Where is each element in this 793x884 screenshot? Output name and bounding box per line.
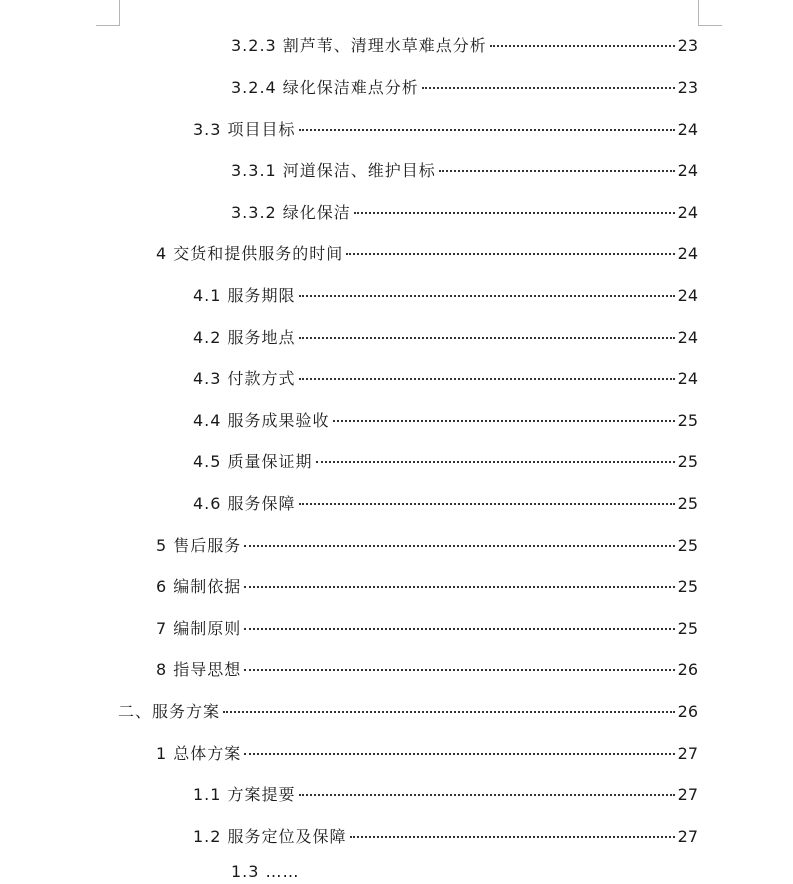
toc-dot-leader bbox=[490, 45, 675, 47]
toc-dot-leader bbox=[244, 753, 674, 755]
toc-entry-7[interactable] bbox=[156, 617, 698, 641]
toc-page-number: 25 bbox=[677, 619, 698, 638]
toc-entry-4-5[interactable] bbox=[193, 450, 698, 474]
toc-page-number: 24 bbox=[677, 120, 698, 139]
toc-entry-label: 3.2.3 割芦苇、清理水草难点分析 bbox=[231, 36, 487, 55]
toc-page-number: 24 bbox=[677, 161, 698, 180]
toc-dot-leader bbox=[346, 253, 674, 255]
toc-entry-3-3-2[interactable] bbox=[231, 201, 698, 225]
toc-entry-1-2[interactable] bbox=[193, 825, 698, 849]
toc-dot-leader bbox=[354, 212, 675, 214]
toc-dot-leader bbox=[244, 628, 674, 630]
toc-entry-3-2-4[interactable] bbox=[231, 76, 698, 100]
toc-entry-part-2[interactable] bbox=[118, 700, 698, 724]
toc-entry-4-6[interactable] bbox=[193, 492, 698, 516]
toc-entry-label: 8 指导思想 bbox=[156, 660, 242, 679]
toc-page-number: 25 bbox=[677, 411, 698, 430]
toc-page-number: 27 bbox=[677, 785, 698, 804]
toc-entry-label: 3.3 项目目标 bbox=[193, 120, 296, 139]
toc-entry-label: 7 编制原则 bbox=[156, 619, 242, 638]
toc-entry-label: 4.1 服务期限 bbox=[193, 286, 296, 305]
toc-entry-1[interactable] bbox=[156, 742, 698, 766]
toc-entry-4-3[interactable] bbox=[193, 367, 698, 391]
toc-page-number: 25 bbox=[677, 536, 698, 555]
toc-entry-label: 1 总体方案 bbox=[156, 744, 242, 763]
toc-dot-leader bbox=[439, 170, 675, 172]
toc-page-number: 25 bbox=[677, 494, 698, 513]
toc-page-number: 27 bbox=[677, 827, 698, 846]
toc-entry-3-2-3[interactable] bbox=[231, 34, 698, 58]
toc-page-number: 25 bbox=[677, 452, 698, 471]
toc-entry-1-1[interactable] bbox=[193, 783, 698, 807]
toc-dot-leader bbox=[244, 545, 674, 547]
toc-entry-label: 4.5 质量保证期 bbox=[193, 452, 313, 471]
toc-entry-label: 1.1 方案提要 bbox=[193, 785, 296, 804]
toc-dot-leader bbox=[299, 794, 675, 796]
toc-entry-6[interactable] bbox=[156, 575, 698, 599]
toc-entry-4-1[interactable] bbox=[193, 284, 698, 308]
toc-entry-3-3[interactable] bbox=[193, 118, 698, 142]
toc-entry-label: 6 编制依据 bbox=[156, 577, 242, 596]
toc-entry-label: 1.2 服务定位及保障 bbox=[193, 827, 347, 846]
toc-entry-label: 4.2 服务地点 bbox=[193, 328, 296, 347]
toc-dot-leader bbox=[350, 836, 675, 838]
toc-page-number: 24 bbox=[677, 369, 698, 388]
toc-dot-leader bbox=[299, 295, 675, 297]
toc-page-number: 26 bbox=[677, 660, 698, 679]
toc-entry-label: 4.6 服务保障 bbox=[193, 494, 296, 513]
toc-page-number: 25 bbox=[677, 577, 698, 596]
toc-entry-label: 3.3.2 绿化保洁 bbox=[231, 203, 351, 222]
toc-dot-leader bbox=[244, 669, 674, 671]
toc-page-number: 23 bbox=[677, 36, 698, 55]
toc-entry-5[interactable] bbox=[156, 534, 698, 558]
toc-entry-8[interactable] bbox=[156, 658, 698, 682]
toc-page-number: 24 bbox=[677, 286, 698, 305]
toc-dot-leader bbox=[316, 461, 675, 463]
toc-entry-label: 3.2.4 绿化保洁难点分析 bbox=[231, 78, 419, 97]
toc-dot-leader bbox=[333, 420, 675, 422]
toc-entry-4-2[interactable] bbox=[193, 326, 698, 350]
toc-entry-label: 5 售后服务 bbox=[156, 536, 242, 555]
toc-entry-label: 4.4 服务成果验收 bbox=[193, 411, 330, 430]
toc-entry-4-4[interactable] bbox=[193, 409, 698, 433]
page-corner-mark-top-right bbox=[698, 0, 722, 26]
toc-dot-leader bbox=[299, 378, 675, 380]
toc-entry-label: 4.3 付款方式 bbox=[193, 369, 296, 388]
toc-page-number: 26 bbox=[677, 702, 698, 721]
toc-entry-partial-cut-off[interactable]: 1.3 …… bbox=[231, 862, 300, 881]
toc-dot-leader bbox=[422, 87, 675, 89]
toc-dot-leader bbox=[299, 337, 675, 339]
toc-dot-leader bbox=[244, 586, 674, 588]
toc-entry-label: 4 交货和提供服务的时间 bbox=[156, 244, 344, 263]
toc-page-number: 24 bbox=[677, 203, 698, 222]
toc-entry-4[interactable] bbox=[156, 242, 698, 266]
toc-entry-label: 3.3.1 河道保洁、维护目标 bbox=[231, 161, 436, 180]
page-corner-mark-top-left bbox=[96, 0, 120, 26]
toc-entry-label: 二、服务方案 bbox=[118, 702, 221, 721]
toc-dot-leader bbox=[299, 503, 675, 505]
toc-entry-3-3-1[interactable] bbox=[231, 159, 698, 183]
toc-dot-leader bbox=[223, 711, 675, 713]
toc-page-number: 23 bbox=[677, 78, 698, 97]
toc-dot-leader bbox=[299, 129, 675, 131]
toc-page-number: 27 bbox=[677, 744, 698, 763]
toc-page-number: 24 bbox=[677, 328, 698, 347]
toc-page-number: 24 bbox=[677, 244, 698, 263]
